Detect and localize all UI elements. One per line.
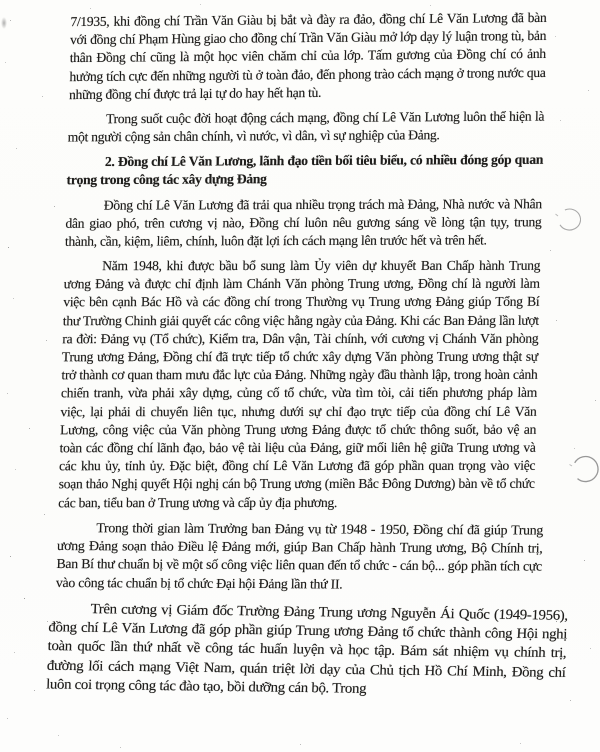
paragraph: Năm 1948, khi được bầu bổ sung làm Ủy viên dự khuyết Ban Chấp hành Trung ương Đảng và được chỉ định làm Chánh Văn phòng Trung ương, Đồng chí là người làm việc bên cạnh Bác Hồ và các đồng chí trong Thường vụ Trung ương Đảng giúp Tổng Bí thư Trường Chinh giải quyết các công việc hằng ngày của Đảng. Khi các Ban Đảng lần lượt ra đời: Đảng vụ (Tổ chức), Kiểm tra, Dân vận, Tài chính, với cương vị Chánh Văn phòng Trung ương Đảng, Đồng chí đã trực tiếp tổ chức xây dựng Văn phòng Trung ương thật sự trở thành cơ quan tham mưu đắc lực của Đảng. Những ngày đầu thành lập, trong hoàn cảnh chiến tranh, vừa phải xây dựng, củng cố tổ chức, vừa tìm tòi, cải tiến phương pháp làm việc, lại phải di chuyển liên tục, nhưng dưới sự chỉ đạo trực tiếp của đồng chí Lê Văn Lương, công việc của Văn phòng Trung ương Đảng được tổ chức thông suốt, bảo vệ an toàn các đồng chí lãnh đạo, bảo vệ tài liệu của Đảng, giữ mối liên hệ giữa Trung ương và các khu ủy, tỉnh ủy. Đặc biệt, đồng chí Lê Văn Lương đã góp phần quan trọng vào việc soạn thảo Nghị quyết Hội nghị cán bộ Trung ương (miền Bắc Đông Dương) bàn về tổ chức các ban, tiểu ban ở Trung ương và cấp ủy địa phương. xyxy=(58,258,541,511)
section-heading: 2. Đồng chí Lê Văn Lương, lãnh đạo tiền bối tiêu biểu, có nhiều đóng góp quan trọng trong công tác xây dựng Đảng xyxy=(66,152,544,188)
pen-tick-mark-icon xyxy=(570,465,573,467)
paragraph: Đồng chí Lê Văn Lương đã trải qua nhiều trọng trách mà Đảng, Nhà nước và Nhân dân giao phó, trên cương vị nào, Đồng chí luôn nêu gương sáng về lòng tận tụy, trung thành, cần, kiệm, liêm, chính, luôn đặt lợi ích cách mạng lên trước hết và trên hết. xyxy=(64,196,543,249)
paragraph: Trong suốt cuộc đời hoạt động cách mạng, đồng chí Lê Văn Lương luôn thể hiện là một người cộng sản chân chính, vì nước, vì dân, vì sự nghiệp của Đảng. xyxy=(67,108,545,145)
pen-ring-mark-icon xyxy=(575,457,598,482)
paragraph-continuation: 7/1935, khi đồng chí Trần Văn Giàu bị bắt và đày ra đảo, đồng chí Lê Văn Lương đã bàn với đồng chí Phạm Hùng giao cho đồng chí Trần Văn Giàu mở lớp dạy lý luận trong tù, bản thân Đồng chí cũng là một học viên chăm chỉ của lớp. Tấm gương của Đồng chí có ảnh hưởng tích cực đến những người tù ở toàn đảo, đến phong trào cách mạng ở trong nước qua những đồng chí được trả lại tự do hay hết hạn tù. xyxy=(69,9,547,102)
scan-smudge xyxy=(0,15,8,31)
paragraph: Trong thời gian làm Trưởng ban Đảng vụ từ 1948 - 1950, Đồng chí đã giúp Trung ương Đảng soạn thảo Điều lệ Đảng mới, giúp Ban Chấp hành Trung ương, Bộ Chính trị, Ban Bí thư chuẩn bị về một số công việc liên quan đến tổ chức - cán bộ... góp phần tích cực vào công tác chuẩn bị tổ chức Đại hội Đảng lần thứ II. xyxy=(55,520,544,592)
pen-tick-mark-icon xyxy=(556,214,559,216)
text-block xyxy=(45,9,569,697)
scan-noise-speckles xyxy=(0,0,1,1)
paragraph: Trên cương vị Giám đốc Trường Đảng Trung ương Nguyễn Ái Quốc (1949-1956), đồng chí Lê Văn Lương đã góp phần giúp Trung ương Đảng tổ chức thành công Hội nghị toàn quốc lần thứ nhất về công tác huấn luyện và học tập. Bám sát nhiệm vụ chính trị, đường lối cách mạng Việt Nam, quán triệt lời dạy của Chủ tịch Hồ Chí Minh, Đồng chí luôn coi trọng công tác đào tạo, bồi dưỡng cán bộ. Trong xyxy=(45,600,569,696)
pen-ring-mark-icon xyxy=(560,209,581,230)
